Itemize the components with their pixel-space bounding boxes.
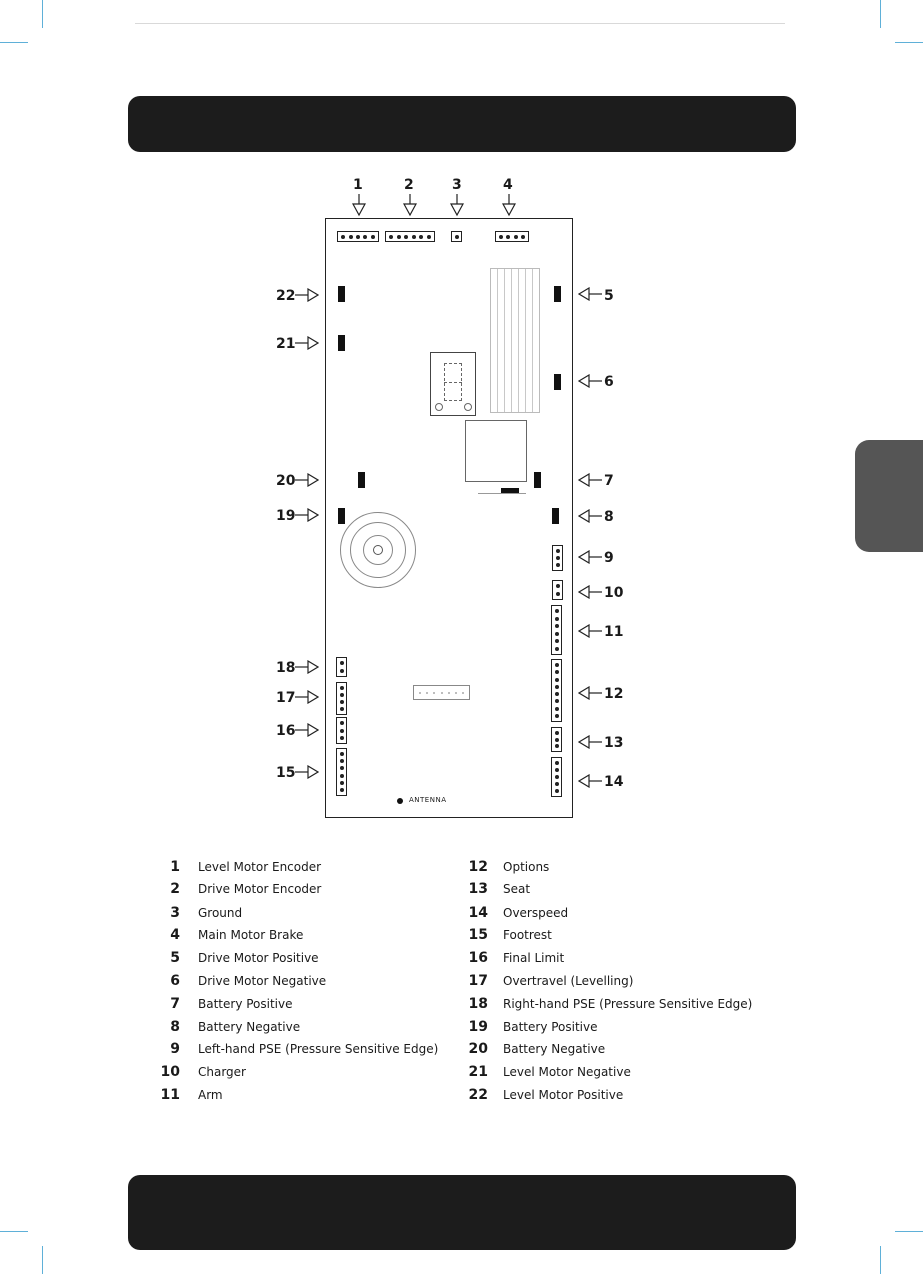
legend-number: 6: [170, 973, 180, 989]
legend-number: 15: [468, 927, 488, 943]
legend-number: 18: [468, 996, 488, 1012]
connector-14: [551, 757, 562, 797]
connector-17: [336, 682, 347, 715]
arrow-left-icon: [578, 686, 602, 700]
legend-label: Battery Positive: [198, 997, 293, 1011]
callout-4-number: 4: [503, 177, 513, 193]
connector-18: [336, 657, 347, 677]
legend-label: Left-hand PSE (Pressure Sensitive Edge): [198, 1042, 439, 1056]
callout-11-number: 11: [604, 624, 624, 640]
arrow-right-icon: [295, 765, 319, 779]
legend-label: Charger: [198, 1065, 246, 1079]
legend-number: 16: [468, 950, 488, 966]
crop-mark: [0, 42, 28, 43]
legend-number: 12: [468, 859, 488, 875]
callout-1-number: 1: [353, 177, 363, 193]
terminal-5: [554, 286, 561, 302]
legend-label: Right-hand PSE (Pressure Sensitive Edge): [503, 997, 753, 1011]
legend-label: Options: [503, 860, 550, 874]
callout-20-number: 20: [276, 473, 296, 489]
legend-label: Level Motor Negative: [503, 1065, 631, 1079]
arrow-right-icon: [295, 473, 319, 487]
legend-label: Seat: [503, 882, 531, 896]
arrow-left-icon: [578, 473, 602, 487]
connector-3: [451, 231, 462, 242]
crop-mark: [42, 1246, 43, 1274]
legend-number: 4: [170, 927, 180, 943]
callout-7-number: 7: [604, 473, 614, 489]
legend-label: Arm: [198, 1088, 223, 1102]
callout-16-number: 16: [276, 723, 296, 739]
callout-19-number: 19: [276, 508, 296, 524]
connector-15: [336, 748, 347, 796]
arrow-down-icon: [450, 194, 464, 218]
terminal-7: [534, 472, 541, 488]
connector-16: [336, 717, 347, 744]
legend-number: 7: [170, 996, 180, 1012]
legend-number: 21: [468, 1064, 488, 1080]
arrow-left-icon: [578, 509, 602, 523]
legend-number: 22: [468, 1087, 488, 1103]
footer-bar: [128, 1175, 796, 1250]
arrow-down-icon: [502, 194, 516, 218]
section-tab: [855, 440, 923, 552]
legend-label: Battery Positive: [503, 1020, 598, 1034]
callout-8-number: 8: [604, 509, 614, 525]
arrow-down-icon: [352, 194, 366, 218]
arrow-left-icon: [578, 735, 602, 749]
legend-number: 5: [170, 950, 180, 966]
small-chip: [501, 488, 519, 493]
crop-mark: [42, 0, 43, 28]
crop-mark: [895, 1231, 923, 1232]
legend-label: Ground: [198, 906, 243, 920]
display-hole: [435, 403, 443, 411]
arrow-right-icon: [295, 508, 319, 522]
callout-22-number: 22: [276, 288, 296, 304]
arrow-left-icon: [578, 374, 602, 388]
seven-segment-display: [430, 352, 476, 416]
terminal-6: [554, 374, 561, 390]
callout-18-number: 18: [276, 660, 296, 676]
legend-number: 2: [170, 881, 180, 897]
legend-number: 3: [170, 905, 180, 921]
callout-5-number: 5: [604, 288, 614, 304]
antenna-label: ANTENNA: [409, 796, 447, 804]
legend-number: 9: [170, 1041, 180, 1057]
connector-11: [551, 605, 562, 655]
top-rule: [135, 23, 785, 24]
legend-number: 17: [468, 973, 488, 989]
callout-15-number: 15: [276, 765, 296, 781]
connector-1: [337, 231, 379, 242]
connector-13: [551, 727, 562, 752]
legend-label: Footrest: [503, 928, 552, 942]
arrow-right-icon: [295, 336, 319, 350]
connector-4: [495, 231, 529, 242]
connector-2: [385, 231, 435, 242]
legend-number: 8: [170, 1019, 180, 1035]
callout-10-number: 10: [604, 585, 624, 601]
callout-13-number: 13: [604, 735, 624, 751]
legend-number: 1: [170, 859, 180, 875]
legend-label: Final Limit: [503, 951, 565, 965]
legend-number: 10: [160, 1064, 180, 1080]
callout-14-number: 14: [604, 774, 624, 790]
arrow-down-icon: [403, 194, 417, 218]
header-bar: [128, 96, 796, 152]
legend-number: 14: [468, 905, 488, 921]
callout-2-number: 2: [404, 177, 414, 193]
legend-number: 11: [160, 1087, 180, 1103]
connector-10: [552, 580, 563, 600]
antenna-point: [397, 798, 403, 804]
legend-label: Drive Motor Negative: [198, 974, 327, 988]
legend-label: Level Motor Encoder: [198, 860, 322, 874]
crop-mark: [880, 0, 881, 28]
display-segment: [444, 382, 462, 383]
callout-3-number: 3: [452, 177, 462, 193]
callout-21-number: 21: [276, 336, 296, 352]
arrow-left-icon: [578, 287, 602, 301]
callout-9-number: 9: [604, 550, 614, 566]
arrow-left-icon: [578, 774, 602, 788]
connector-9: [552, 545, 563, 571]
legend-label: Overtravel (Levelling): [503, 974, 634, 988]
legend-label: Level Motor Positive: [503, 1088, 624, 1102]
legend-number: 20: [468, 1041, 488, 1057]
terminal-20: [358, 472, 365, 488]
arrow-left-icon: [578, 550, 602, 564]
legend-label: Battery Negative: [503, 1042, 606, 1056]
terminal-21: [338, 335, 345, 351]
terminal-8: [552, 508, 559, 524]
main-chip: [465, 420, 527, 482]
legend-number: 13: [468, 881, 488, 897]
legend-label: Drive Motor Positive: [198, 951, 319, 965]
crop-mark: [895, 42, 923, 43]
arrow-right-icon: [295, 288, 319, 302]
arrow-left-icon: [578, 624, 602, 638]
chip-trace: [478, 493, 526, 494]
connector-12: [551, 659, 562, 722]
callout-6-number: 6: [604, 374, 614, 390]
legend-label: Battery Negative: [198, 1020, 301, 1034]
terminal-22: [338, 286, 345, 302]
callout-17-number: 17: [276, 690, 296, 706]
legend-label: Main Motor Brake: [198, 928, 304, 942]
arrow-left-icon: [578, 585, 602, 599]
legend-number: 19: [468, 1019, 488, 1035]
crop-mark: [880, 1246, 881, 1274]
ribbon-connector: [413, 685, 470, 700]
display-hole: [464, 403, 472, 411]
legend-label: Overspeed: [503, 906, 569, 920]
callout-12-number: 12: [604, 686, 624, 702]
arrow-right-icon: [295, 690, 319, 704]
arrow-right-icon: [295, 660, 319, 674]
legend-label: Drive Motor Encoder: [198, 882, 322, 896]
buzzer-center: [373, 545, 383, 555]
crop-mark: [0, 1231, 28, 1232]
terminal-19: [338, 508, 345, 524]
arrow-right-icon: [295, 723, 319, 737]
heatsink: [490, 268, 540, 413]
